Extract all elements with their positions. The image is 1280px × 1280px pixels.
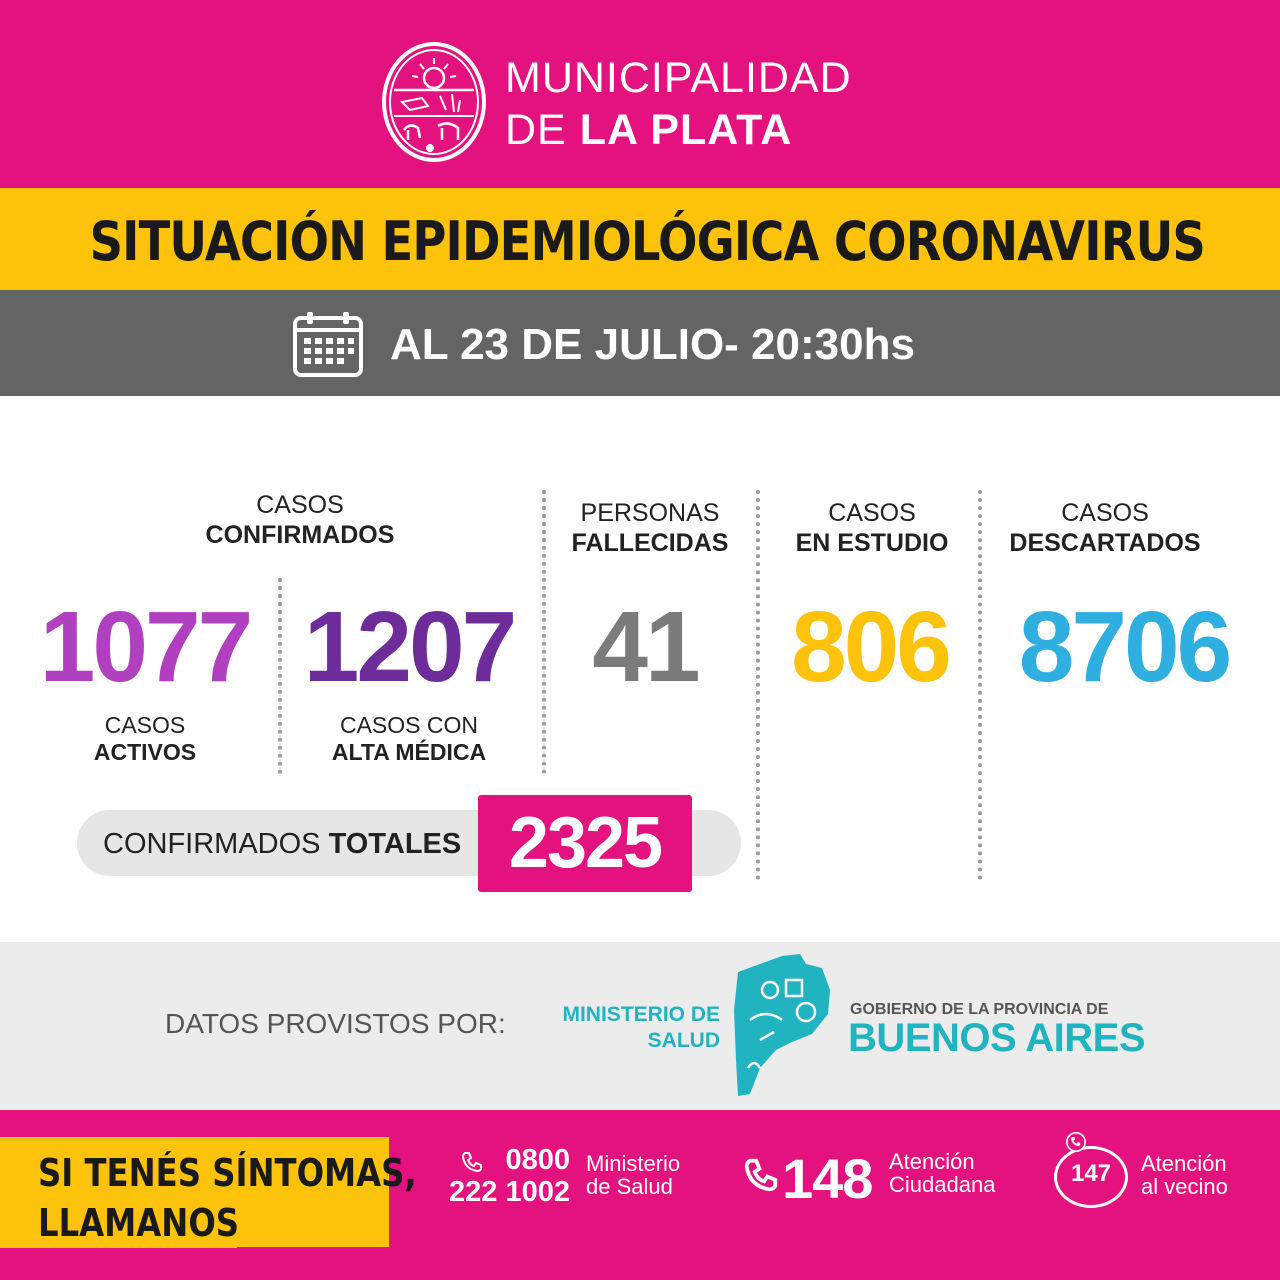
ministerio-salud-logo-text	[556, 1002, 720, 1054]
ministerio-phone-line2: 222 1002	[449, 1176, 570, 1208]
municipality-name-line2	[505, 106, 792, 155]
fallecidas-heading	[560, 498, 740, 558]
fallecidas-heading-top: PERSONAS	[580, 499, 720, 527]
activos-label-top: CASOS	[104, 712, 186, 738]
ministerio-phone-label	[586, 1152, 680, 1198]
ministerio-phone-line1: 0800	[505, 1144, 570, 1176]
ciudadana-label-line2: Ciudadana	[889, 1172, 996, 1197]
ministerio-phone[interactable]	[430, 1144, 570, 1208]
symptoms-line1: SI TENÉS SÍNTOMAS,	[38, 1151, 417, 1195]
estudio-heading-bold: EN ESTUDIO	[795, 529, 949, 557]
alta-count: 1207	[303, 591, 515, 703]
buenos-aires-province-map-icon	[730, 950, 838, 1098]
alta-label	[293, 712, 525, 766]
estudio-heading-top: CASOS	[828, 499, 916, 527]
totales-label-bold: TOTALES	[328, 828, 462, 860]
activos-count: 1077	[39, 591, 251, 703]
ciudadana-phone-label	[889, 1150, 995, 1196]
buenos-aires-text: BUENOS AIRES	[848, 1016, 1146, 1060]
vecino-label-line1: Atención	[1141, 1151, 1227, 1176]
confirmados-heading	[150, 490, 450, 550]
totales-count: 2325	[508, 803, 662, 883]
fallecidas-count: 41	[592, 591, 698, 703]
vecino-phone[interactable]: 147	[1070, 1160, 1112, 1187]
vecino-label-line2: al vecino	[1141, 1174, 1228, 1199]
ciudadana-label-line1: Atención	[889, 1149, 975, 1174]
descartados-heading-top: CASOS	[1061, 499, 1149, 527]
descartados-heading	[995, 498, 1215, 558]
descartados-heading-bold: DESCARTADOS	[1009, 529, 1201, 557]
la-plata-seal-icon	[380, 40, 488, 164]
municipality-name-line1: MUNICIPALIDAD	[505, 54, 852, 102]
municipality-prefix: DE	[505, 106, 580, 154]
totales-label	[103, 828, 461, 861]
calendar-icon	[292, 310, 364, 378]
symptoms-line2: LLAMANOS	[38, 1201, 240, 1245]
divider-confirmados-fallecidas	[542, 490, 546, 774]
descartados-count: 8706	[1018, 591, 1230, 703]
divider-estudio-descartados	[978, 490, 982, 880]
ministerio-label-line2: de Salud	[586, 1174, 673, 1199]
fallecidas-heading-bold: FALLECIDAS	[571, 529, 729, 557]
municipality-city: LA PLATA	[579, 106, 793, 154]
symptoms-message	[38, 1148, 417, 1248]
alta-label-bold: ALTA MÉDICA	[331, 739, 487, 765]
alta-label-top: CASOS CON	[339, 712, 479, 738]
divider-fallecidas-estudio	[756, 490, 760, 880]
ministerio-line1: MINISTERIO DE	[562, 1003, 720, 1026]
ciudadana-phone[interactable]: 148	[782, 1147, 873, 1210]
activos-label-bold: ACTIVOS	[93, 739, 197, 765]
provider-label: DATOS PROVISTOS POR:	[165, 1008, 506, 1039]
estudio-count: 806	[791, 591, 949, 703]
activos-label	[30, 712, 260, 766]
confirmados-heading-top: CASOS	[256, 491, 344, 519]
phone-icon	[1066, 1132, 1086, 1152]
gobierno-text: GOBIERNO DE LA PROVINCIA DE	[850, 1001, 1109, 1018]
divider-activos-alta	[278, 578, 282, 774]
title-band	[0, 188, 1280, 290]
confirmados-heading-bold: CONFIRMADOS	[205, 521, 395, 549]
report-date: AL 23 DE JULIO- 20:30hs	[390, 320, 915, 369]
phone-icon	[742, 1156, 780, 1194]
ministerio-line2: SALUD	[647, 1029, 720, 1052]
vecino-phone-label	[1141, 1152, 1228, 1198]
ministerio-label-line1: Ministerio	[586, 1151, 681, 1176]
totales-label-prefix: CONFIRMADOS	[103, 828, 329, 860]
page-title: SITUACIÓN EPIDEMIOLÓGICA CORONAVIRUS	[89, 210, 1206, 273]
estudio-heading	[772, 498, 972, 558]
